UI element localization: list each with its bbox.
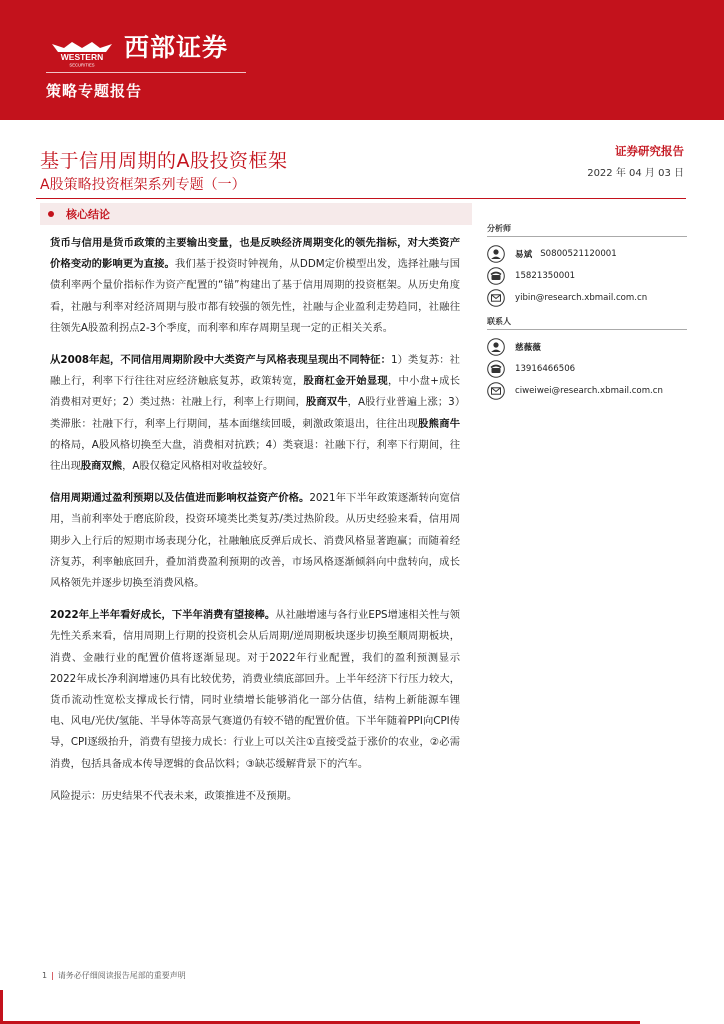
analyst-sidebar — [487, 222, 687, 402]
western-securities-logo-icon — [46, 38, 118, 68]
phone-icon — [487, 360, 505, 378]
person-icon — [487, 245, 505, 263]
contact-email[interactable]: ciweiwei@research.xbmail.com.cn — [515, 386, 663, 396]
paragraph-2-segment-bold: 股熊商牛 — [418, 417, 461, 430]
paragraph-4-bold: 2022年上半年看好成长，下半年消费有望接棒。 — [50, 609, 276, 622]
person-icon — [487, 338, 505, 356]
title-divider — [36, 198, 686, 199]
contact-label: 联系人 — [487, 317, 511, 326]
corner-accent-vertical — [0, 990, 3, 1024]
page-number: 1 — [42, 971, 48, 980]
report-subtitle: A股策略投资框架系列专题（一） — [40, 177, 246, 193]
page-footer — [42, 970, 186, 981]
email-icon — [487, 289, 505, 307]
analyst-name: 易斌 — [515, 250, 533, 260]
core-conclusion-header — [40, 203, 472, 225]
paragraph-2-segment: ，A股行业普遍上涨；3）类滞胀：社融下行，利率上行期间，基本面继续回暖，刺激政策退出，往往出现 — [50, 396, 460, 430]
analyst-email-row — [487, 287, 687, 309]
email-icon — [487, 382, 505, 400]
analyst-cert-number: S0800521120001 — [540, 249, 617, 259]
analyst-name-row — [487, 243, 687, 265]
report-date: 2022 年 04 月 03 日 — [587, 168, 684, 179]
contact-email-row — [487, 380, 687, 402]
securities-research-label: 证券研究报告 — [615, 144, 684, 158]
bullet-icon — [48, 211, 54, 217]
paragraph-2-segment: 的格局，A股风格切换至大盘，消费相对抗跌；4）类衰退：社融下行，利率下行期间，往往出现 — [50, 438, 460, 473]
paragraph-1 — [50, 233, 460, 339]
contact-phone: 13916466506 — [515, 364, 576, 374]
paragraph-2-segment: ，中小盘+成长消费相对更好；2）类过热：社融上行，利率上行期间， — [50, 375, 460, 409]
disclaimer-note: 请务必仔细阅读报告尾部的重要声明 — [57, 971, 186, 980]
risk-warning: 风险提示：历史结果不代表未来，政策推进不及预期。 — [50, 789, 298, 802]
analyst-email[interactable]: yibin@research.xbmail.com.cn — [515, 293, 648, 303]
paragraph-3-text: 2021年下半年政策逐渐转向宽信用，当前利率处于磨底阶段，投资环境类比类复苏/类过热阶段。从历史经验来看，信用周期步入上行后的短期市场表现分化，社融触底反弹后成长、消费风格显著跑赢；而随着经济复苏，利率触底回升，叠加消费盈利预期的改善，市场风格逐渐倾斜向中盘转向，成长风格领先并逐步切换至消费风格。 — [50, 492, 460, 590]
company-name: 西部证券 — [124, 33, 229, 62]
paragraph-3 — [50, 488, 460, 594]
paragraph-2-segment-bold: 股商杠金开始显现 — [303, 375, 388, 388]
phone-icon — [487, 267, 505, 285]
footer-separator: | — [51, 971, 54, 980]
logo-western-text: WESTERN — [60, 52, 104, 62]
header-divider — [46, 72, 246, 73]
paragraph-1-bold: 货币与信用是货币政策的主要输出变量，也是反映经济周期变化的领先指标，对大类资产价格变动的影响更为直接。 — [50, 237, 460, 271]
report-type-label: 策略专题报告 — [46, 82, 143, 100]
sidebar-divider — [487, 329, 687, 330]
sidebar-divider — [487, 236, 687, 237]
logo-securities-text: SECURITIES — [69, 62, 95, 68]
contact-name-row — [487, 336, 687, 358]
report-title: 基于信用周期的A股投资框架 — [40, 150, 288, 172]
contact-name: 慈薇薇 — [515, 343, 541, 353]
analyst-phone: 15821350001 — [515, 271, 576, 281]
paragraph-4-text: 从社融增速与各行业EPS增速相关性与领先性关系来看，信用周期上行期的投资机会从后周期/逆周期板块逐步切换至顺周期板块，消费、金融行业的配置价值将逐渐显现。对于2022年行业配置，我们的盈利预测显示2022年成长净利润增速仍具有比较优势，消费业绩底部回升。上半年经济下行压力较大，货币流动性宽松支撑成长行情，同时业绩增长能够消化一部分估值，结构上新能源车锂电、风电/光伏/氢能、半导体等高景气赛道仍有较不错的配置价值。下半年随着PPI向CPI传导，CPI逐级抬升，消费有望接力成长：行业上可以关注①直接受益于涨价的农业，②必需消费，包括具备成本传导逻辑的食品饮料；③缺芯缓解背景下的汽车。 — [50, 609, 460, 770]
paragraph-2-segment-bold: 股商双牛 — [306, 396, 348, 409]
section-title: 核心结论 — [66, 208, 110, 221]
paragraph-2 — [50, 350, 460, 477]
paragraph-2-bold: 从2008年起，不同信用周期阶段中大类资产与风格表现呈现出不同特征： — [50, 354, 391, 367]
paragraph-4 — [50, 605, 460, 775]
paragraph-2-segment-bold: 股商双熊 — [80, 460, 123, 473]
paragraph-1-text: 我们基于投资时钟视角，从DDM定价模型出发，选择社融与国债利率两个量价指标作为资产配置的“锚”构建出了基于信用周期的投资框架。从历史角度看，社融与利率对经济周期与股市都有较强的领先性，社融与企业盈利走势趋同，社融往往领先A股盈利拐点2-3个季度，而利率和库存周期呈现一定的正相关关系。 — [50, 258, 460, 334]
paragraph-2-segment: 1）类复苏：社融上行，利率下行往往对应经济触底复苏，政策转宽， — [50, 354, 460, 388]
paragraph-2-segment: ，A股仅稳定风格相对收益较好。 — [122, 460, 274, 473]
analyst-label: 分析师 — [487, 224, 511, 233]
contact-phone-row — [487, 358, 687, 380]
main-body — [50, 233, 460, 818]
analyst-phone-row — [487, 265, 687, 287]
report-header — [0, 0, 724, 120]
paragraph-3-bold: 信用周期通过盈利预期以及估值进而影响权益资产价格。 — [50, 492, 310, 505]
